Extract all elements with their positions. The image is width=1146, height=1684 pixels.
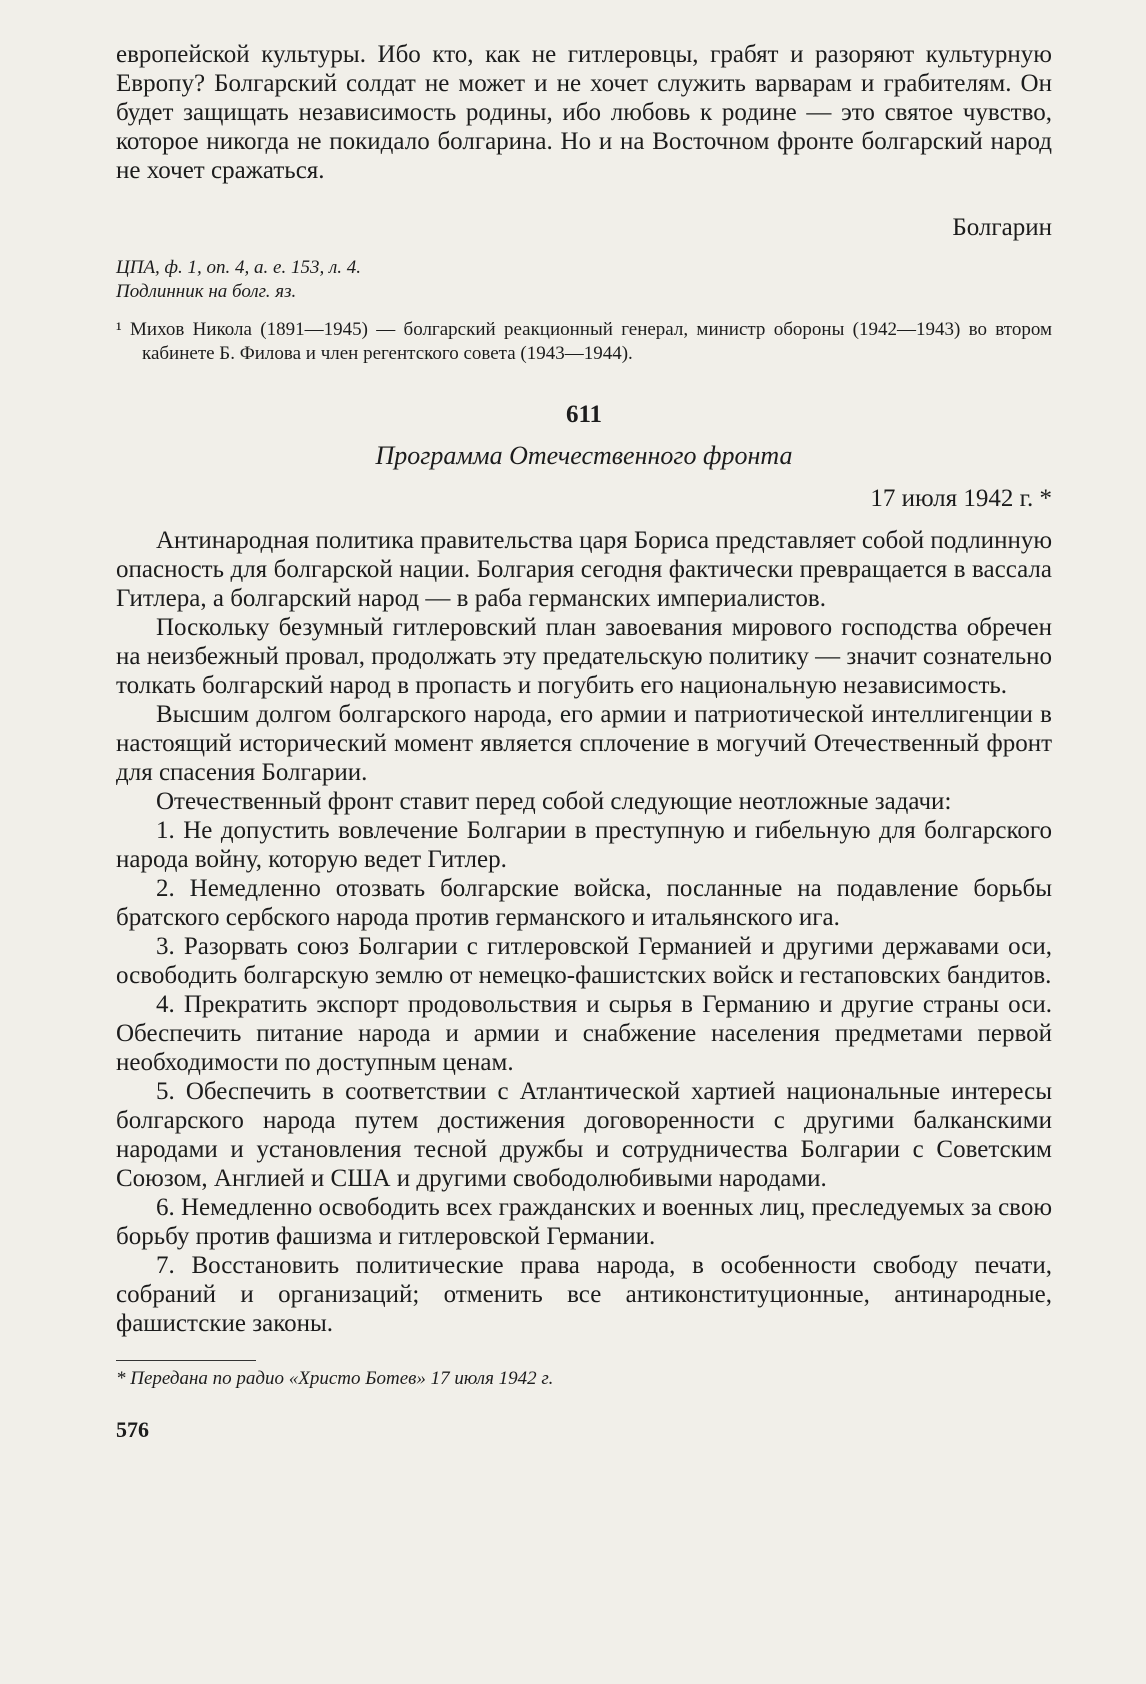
paragraph: Высшим долгом болгарского народа, его армии и патриотической интеллигенции в настоящий исторический момент является сплочение в могучий Отечественный фронт для спасения Болгарии.: [116, 701, 1052, 786]
archive-reference: ЦПА, ф. 1, оп. 4, а. е. 153, л. 4.: [116, 257, 362, 278]
paragraph: Поскольку безумный гитлеровский план завоевания мирового господства обречен на неизбежный провал, продолжать эту предательскую политику — значит сознательно толкать болгарский народ в пропасть и погубить его национальную независимость.: [116, 614, 1052, 699]
page-number: 576: [116, 1417, 149, 1442]
list-item: 2. Немедленно отозвать болгарские войска, посланные на подавление борьбы братского сербского народа против германского и итальянского ига.: [116, 875, 1052, 931]
list-item: 7. Восстановить политические права народа, в особенности свободу печати, собраний и организаций; отменить все антиконституционные, антинародные, фашистские законы.: [116, 1252, 1052, 1337]
archive-language-note: Подлинник на болг. яз.: [116, 281, 297, 302]
document-title: Программа Отечественного фронта: [375, 441, 793, 470]
signature: Болгарин: [952, 214, 1052, 241]
list-item: 6. Немедленно освободить всех гражданских и военных лиц, преследуемых за свою борьбу против фашизма и гитлеровской Германии.: [116, 1194, 1052, 1250]
document-date: 17 июля 1942 г. *: [870, 485, 1052, 512]
footnote-1: ¹ Михов Никола (1891—1945) — болгарский реакционный генерал, министр обороны (1942—1943) во втором кабинете Б. Филова и член регентского совета (1943—1944).: [116, 319, 1052, 364]
bottom-footnote: * Передана по радио «Христо Ботев» 17 июля 1942 г.: [116, 1368, 554, 1389]
paragraph: Антинародная политика правительства царя Бориса представляет собой подлинную опасность для болгарской нации. Болгария сегодня фактически превращается в вассала Гитлера, а болгарский народ — в раба германских империалистов.: [116, 527, 1052, 612]
document-body: [116, 526, 1052, 1338]
list-item: 5. Обеспечить в соответствии с Атлантической хартией национальные интересы болгарского народа путем достижения договоренности с другими балканскими народами и установления тесной дружбы и сотрудничества Болгарии с Советским Союзом, Англией и США и другими свободолюбивыми народами.: [116, 1078, 1052, 1192]
intro-paragraph: европейской культуры. Ибо кто, как не гитлеровцы, грабят и разоряют культурную Европу? Болгарский солдат не может и не хочет служить варварам и грабителям. Он будет защищать независимость родины, ибо любовь к родине — это святое чувство, которое никогда не покидало болгарина. Но и на Восточном фронте болгарский народ не хочет сражаться.: [116, 41, 1052, 184]
paragraph: Отечественный фронт ставит перед собой следующие неотложные задачи:: [156, 788, 952, 815]
footnote-divider: [116, 1360, 256, 1361]
list-item: 4. Прекратить экспорт продовольствия и сырья в Германию и другие страны оси. Обеспечить питание народа и армии и снабжение населения предметами первой необходимости по доступным ценам.: [116, 991, 1052, 1076]
document-page: [116, 40, 1052, 1443]
list-item: 1. Не допустить вовлечение Болгарии в преступную и гибельную для болгарского народа войну, которую ведет Гитлер.: [116, 817, 1052, 873]
document-number: 611: [565, 401, 603, 428]
list-item: 3. Разорвать союз Болгарии с гитлеровской Германией и другими державами оси, освободить болгарскую землю от немецко-фашистских войск и гестаповских бандитов.: [116, 933, 1052, 989]
